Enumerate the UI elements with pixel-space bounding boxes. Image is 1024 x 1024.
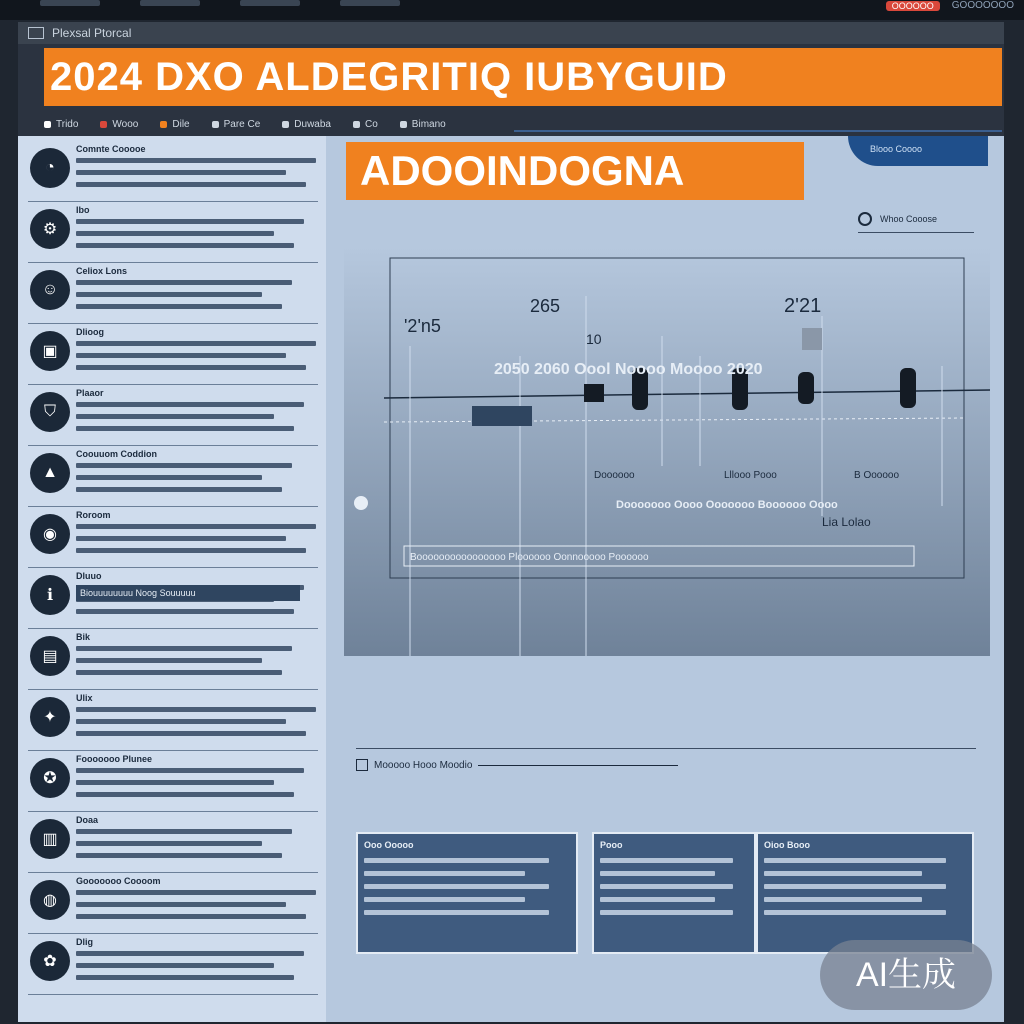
sidebar-item-text-line xyxy=(76,792,294,797)
sidebar-item-text-line xyxy=(76,475,262,480)
nav-item-label: Dile xyxy=(172,118,190,130)
nav-dot-icon xyxy=(100,121,107,128)
sidebar-item-text-line xyxy=(76,853,282,858)
screen-icon: ▣ xyxy=(30,331,70,371)
window-title: Plexsal Ptorcal xyxy=(52,26,132,40)
timeline-panel xyxy=(344,246,990,656)
sidebar-item-title: Dlioog xyxy=(76,327,104,337)
sidebar-item-text-line xyxy=(76,548,306,553)
sidebar-item[interactable] xyxy=(28,144,322,205)
globe-icon: ◍ xyxy=(30,880,70,920)
sidebar-item-text-line xyxy=(76,292,262,297)
nav-item[interactable] xyxy=(282,119,331,130)
sidebar-divider xyxy=(28,567,318,568)
card-row xyxy=(356,832,976,956)
nav-dot-icon xyxy=(400,121,407,128)
timeline-caption: Doooooo xyxy=(594,470,635,481)
nav-item[interactable] xyxy=(160,119,189,130)
info-card-text-line xyxy=(764,858,946,863)
info-card-text-line xyxy=(364,871,525,876)
sidebar-item-text-line xyxy=(76,646,292,651)
sidebar-item-text-line xyxy=(76,365,306,370)
info-card-title: Oioo Booo xyxy=(764,840,810,850)
nav-item-label: Bimano xyxy=(411,118,446,130)
timeline-year: '2'n5 xyxy=(404,316,441,336)
user-icon: ◉ xyxy=(30,514,70,554)
sidebar-item-text-line xyxy=(76,951,304,956)
nav-item-label: Pare Ce xyxy=(223,118,261,130)
sidebar-item[interactable] xyxy=(28,327,322,388)
sidebar-item-title: Gooooooo Coooom xyxy=(76,876,161,886)
sidebar-item-title: Doaa xyxy=(76,815,99,825)
sidebar-item-text-line xyxy=(76,658,262,663)
sidebar-item-text-line xyxy=(76,158,316,163)
top-nav xyxy=(44,112,1002,136)
sidebar-divider xyxy=(28,445,318,446)
info-card-title: Ooo Ooooo xyxy=(364,840,414,850)
timeline-marker-label: 10 xyxy=(586,331,602,347)
sidebar-item-title: Dlig xyxy=(76,937,93,947)
sidebar-item-title: Fooooooo Plunee xyxy=(76,754,152,764)
sidebar-item[interactable] xyxy=(28,388,322,449)
sidebar-item[interactable] xyxy=(28,449,322,510)
ai-watermark: AI生成 xyxy=(820,940,992,1010)
sidebar-item[interactable] xyxy=(28,693,322,754)
sidebar-item-text-line xyxy=(76,463,292,468)
timeline-year: 265 xyxy=(530,296,561,316)
nav-item[interactable] xyxy=(400,119,446,130)
sidebar-item-text-line xyxy=(76,426,294,431)
sidebar-item-text-line xyxy=(76,731,306,736)
info-card-text-line xyxy=(600,858,733,863)
timeline-caption: Lllooo Pooo xyxy=(724,470,777,481)
sidebar-item-text-line xyxy=(76,402,304,407)
info-card-text-line xyxy=(764,871,922,876)
info-card-text-line xyxy=(764,910,946,915)
sidebar-divider xyxy=(28,872,318,873)
sidebar-divider xyxy=(28,994,318,995)
sidebar-item-text-line xyxy=(76,182,306,187)
sidebar-divider xyxy=(28,933,318,934)
sidebar-item[interactable] xyxy=(28,266,322,327)
nav-item-label: Duwaba xyxy=(294,118,331,130)
timeline-node xyxy=(354,496,368,510)
figure-silhouette xyxy=(798,372,814,404)
sidebar-item-text-line xyxy=(76,609,294,614)
nav-item[interactable] xyxy=(100,119,138,130)
os-tab[interactable] xyxy=(40,0,100,6)
nav-dot-icon xyxy=(44,121,51,128)
tray-text: GOOOOOOO xyxy=(951,0,1014,11)
sidebar-item-text-line xyxy=(76,170,286,175)
timeline-caption: B Oooooo xyxy=(854,470,900,481)
headline-text: 2024 DXO ALDEGRITIQ IUBYGUID xyxy=(50,54,728,99)
animal-icon: ✿ xyxy=(30,941,70,981)
window-icon xyxy=(28,27,44,39)
sidebar xyxy=(18,136,326,1022)
notification-badge[interactable]: OOOOOO xyxy=(886,1,940,11)
sidebar-item[interactable] xyxy=(28,205,322,266)
shield-icon: ⛉ xyxy=(30,392,70,432)
sidebar-divider xyxy=(28,384,318,385)
nav-item-label: Trido xyxy=(56,118,79,130)
sidebar-divider xyxy=(28,506,318,507)
sidebar-item-title: Coouuom Coddion xyxy=(76,449,157,459)
sidebar-item-title: Roroom xyxy=(76,510,111,520)
sidebar-item-title: Plaaor xyxy=(76,388,104,398)
cat-icon: ✪ xyxy=(30,758,70,798)
timeline-footnote: Boooooooooooooooo Ploooooo Oonnooooo Poooooo xyxy=(410,552,649,563)
info-card-text-line xyxy=(364,910,549,915)
sidebar-divider xyxy=(28,262,318,263)
timeline-graphic xyxy=(344,246,990,656)
sidebar-item-title: Comnte Cooooe xyxy=(76,144,146,154)
sidebar-item-text-line xyxy=(76,536,286,541)
sidebar-item-text-line xyxy=(76,304,282,309)
sidebar-item-text-line xyxy=(76,341,316,346)
book-icon: ▥ xyxy=(30,819,70,859)
nav-dot-icon xyxy=(160,121,167,128)
nav-dot-icon xyxy=(282,121,289,128)
doc-icon: ▤ xyxy=(30,636,70,676)
section-label-text: Mooooo Hooo Moodio xyxy=(374,759,473,771)
sidebar-item-text-line xyxy=(76,768,304,773)
info-card-text-line xyxy=(600,871,715,876)
sidebar-item-text-line xyxy=(76,487,282,492)
nav-item[interactable] xyxy=(212,119,261,130)
sidebar-item-text-line xyxy=(76,219,304,224)
timeline-bottom-row: Dooooooo Oooo Ooooooo Boooooo Oooo xyxy=(616,499,838,511)
sidebar-item-text-line xyxy=(76,890,316,895)
timeline-row-label: 2050 2060 Oool Noooo Moooo 2020 xyxy=(494,361,763,378)
sidebar-item-text-line xyxy=(76,975,294,980)
person-icon: ☺ xyxy=(30,270,70,310)
nav-dot-icon xyxy=(353,121,360,128)
sidebar-divider xyxy=(28,628,318,629)
os-tab[interactable] xyxy=(140,0,200,6)
info-card-text-line xyxy=(364,897,525,902)
main-content xyxy=(326,136,1004,1022)
sidebar-item-text-line xyxy=(76,280,292,285)
sidebar-item-text-line xyxy=(76,524,316,529)
sidebar-item-title: Bik xyxy=(76,632,91,642)
sidebar-item-text-line xyxy=(76,353,286,358)
sidebar-divider xyxy=(28,323,318,324)
info-card-text-line xyxy=(600,884,733,889)
timeline-marker-box xyxy=(802,328,822,350)
gear-icon: ⚙ xyxy=(30,209,70,249)
figure-silhouette xyxy=(584,384,604,402)
sidebar-item-title: Ibo xyxy=(76,205,90,215)
nav-item-label: Wooo xyxy=(112,118,139,130)
nav-item-label: Co xyxy=(365,118,378,130)
sidebar-item[interactable] xyxy=(28,754,322,815)
info-card-text-line xyxy=(600,897,715,902)
view-control-label: Whoo Cooose xyxy=(880,214,938,224)
cap-icon: ▲ xyxy=(30,453,70,493)
info-card-text-line xyxy=(764,897,922,902)
sidebar-item-text-line xyxy=(76,963,274,968)
sidebar-divider xyxy=(28,689,318,690)
sidebar-item-text-line xyxy=(76,780,274,785)
nav-dot-icon xyxy=(212,121,219,128)
sidebar-item-text-line xyxy=(76,243,294,248)
sidebar-item[interactable] xyxy=(28,815,322,876)
sidebar-item[interactable] xyxy=(28,876,322,937)
info-card-title: Pooo xyxy=(600,840,623,850)
timeline-bottom-row-2: Lia Lolao xyxy=(822,515,871,529)
os-tabs xyxy=(40,0,400,6)
sidebar-divider xyxy=(28,201,318,202)
os-tab[interactable] xyxy=(240,0,300,6)
sidebar-item-title: Ulix xyxy=(76,693,93,703)
info-card-text-line xyxy=(364,884,549,889)
app-window xyxy=(18,22,1004,1022)
nav-item[interactable] xyxy=(44,119,78,130)
figure-silhouette xyxy=(900,368,916,408)
sidebar-item[interactable] xyxy=(28,571,322,632)
bird-icon: ✦ xyxy=(30,697,70,737)
chart-icon: ◔ xyxy=(30,148,70,188)
sidebar-item-title: Celiox Lons xyxy=(76,266,128,276)
timeline-panel-block xyxy=(472,406,532,426)
sidebar-item-text-line xyxy=(76,829,292,834)
info-card-text-line xyxy=(600,910,733,915)
sidebar-divider xyxy=(28,750,318,751)
info-icon: ℹ xyxy=(30,575,70,615)
sidebar-item-text-line xyxy=(76,914,306,919)
sidebar-item-title: Dluuo xyxy=(76,571,102,581)
sidebar-highlight-bar[interactable]: Biouuuuuuuu Noog Souuuuu xyxy=(76,585,300,601)
view-control[interactable] xyxy=(858,206,974,233)
sidebar-item[interactable] xyxy=(28,937,322,998)
sidebar-item[interactable] xyxy=(28,510,322,571)
system-tray xyxy=(886,0,1014,11)
sidebar-item-text-line xyxy=(76,902,286,907)
timeline-baseline xyxy=(384,418,964,422)
sidebar-item-text-line xyxy=(76,719,286,724)
info-card-text-line xyxy=(764,884,946,889)
nav-item[interactable] xyxy=(353,119,378,130)
sidebar-item-text-line xyxy=(76,414,274,419)
timeline-year: 2'21 xyxy=(784,295,822,317)
sidebar-item-text-line xyxy=(76,707,316,712)
info-card[interactable] xyxy=(356,832,578,954)
os-top-bar xyxy=(0,0,1024,20)
info-card[interactable] xyxy=(756,832,974,954)
os-tab[interactable] xyxy=(340,0,400,6)
sidebar-divider xyxy=(28,811,318,812)
sidebar-item-text-line xyxy=(76,841,262,846)
section-header xyxy=(356,758,678,772)
window-titlebar[interactable] xyxy=(18,22,1004,44)
sidebar-item[interactable] xyxy=(28,632,322,693)
section-divider xyxy=(356,748,976,749)
nav-underline xyxy=(514,130,1002,132)
section-square-icon xyxy=(356,759,368,771)
sidebar-item-text-line xyxy=(76,231,274,236)
sidebar-item-text-line xyxy=(76,670,282,675)
info-card[interactable] xyxy=(592,832,756,954)
header-chip[interactable]: Blooo Coooo xyxy=(848,136,988,166)
info-card-text-line xyxy=(364,858,549,863)
headline-banner xyxy=(44,48,1002,106)
radio-icon[interactable] xyxy=(858,212,872,226)
section-label-rule xyxy=(478,765,678,766)
timeline-axis xyxy=(384,390,990,398)
sub-heading: ADOOINDOGNA xyxy=(346,142,804,200)
